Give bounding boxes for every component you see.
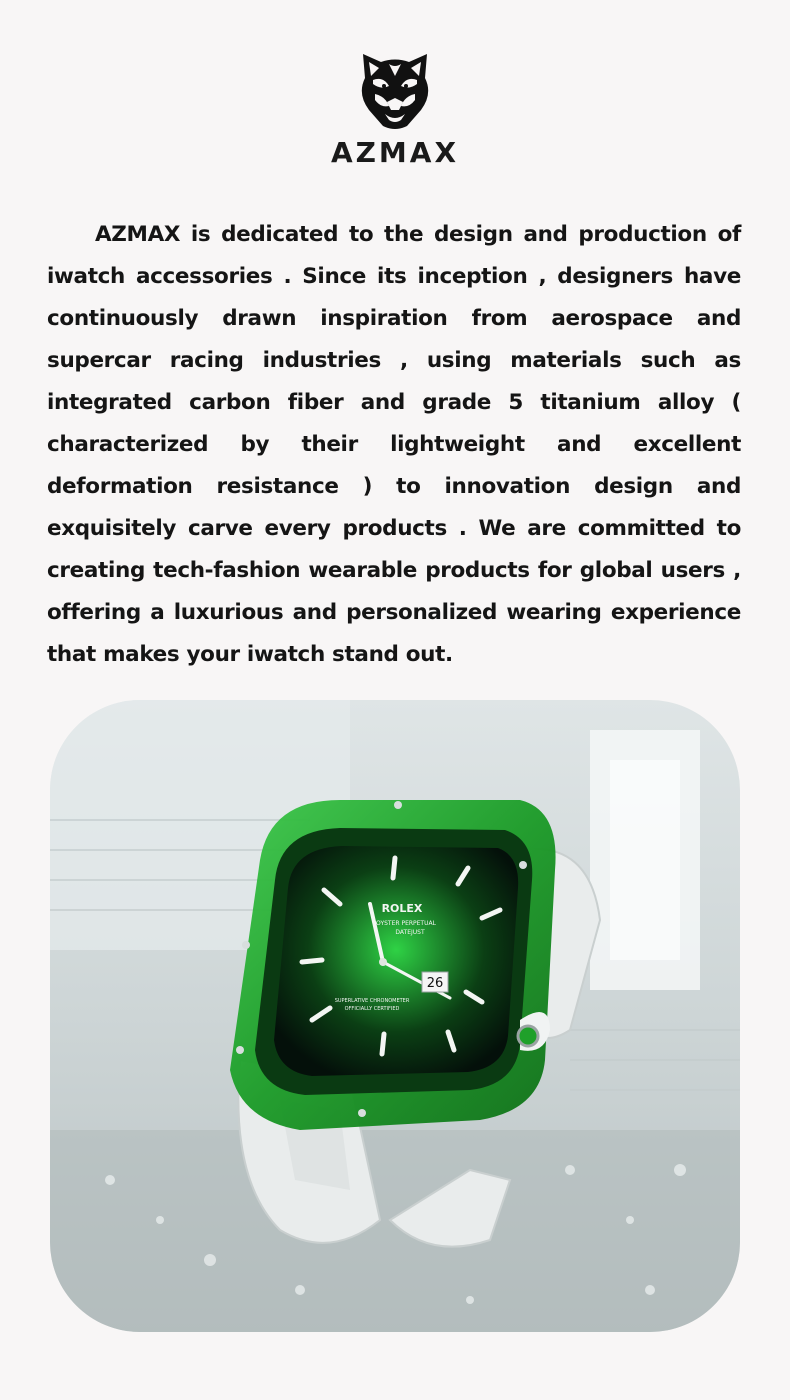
tiger-head-icon xyxy=(355,50,435,132)
dial-line1: OYSTER PERPETUAL xyxy=(376,920,436,927)
dial-line3: SUPERLATIVE CHRONOMETER xyxy=(334,998,410,1004)
dial-line4: OFFICIALLY CERTIFIED xyxy=(344,1006,400,1012)
product-photo xyxy=(50,700,740,1332)
dial-brand: ROLEX xyxy=(381,902,423,915)
dial-line2: DATEJUST xyxy=(395,929,425,936)
date-value: 26 xyxy=(426,976,444,991)
brand-name: AZMAX xyxy=(330,136,460,169)
watch-dial xyxy=(274,846,518,1076)
brand-description: AZMAX is dedicated to the design and production of iwatch accessories . Since its inception , designers have continuously drawn inspiration from aerospace and supercar racing industries , using materials such as integrated carbon fiber and grade 5 titanium alloy ( characterized by their lightweight and excellent deformation resistance ) to innovation design and exquisitely carve every products . We are committed to creating tech-fashion wearable products for global users , offering a luxurious and personalized wearing experience that makes your iwatch stand out. xyxy=(47,222,741,667)
brand-logo xyxy=(0,50,790,169)
